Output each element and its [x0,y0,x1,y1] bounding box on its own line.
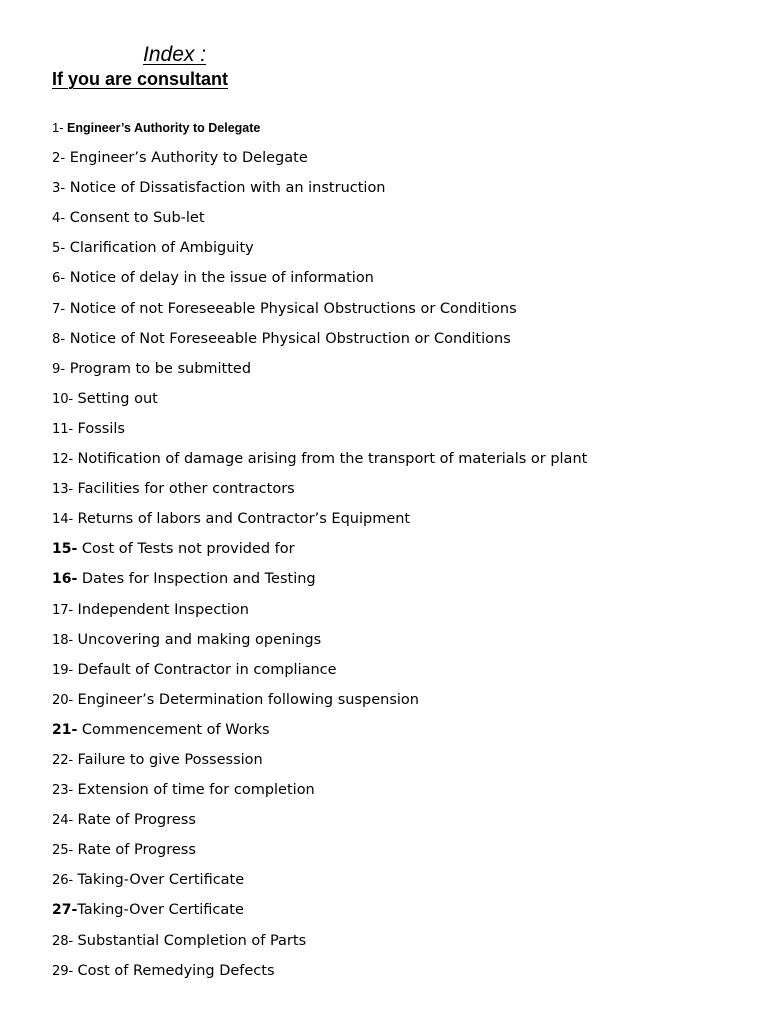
index-item [52,655,587,685]
index-item [52,775,587,805]
item-number: 24- [52,813,73,829]
index-item [52,745,587,775]
index-item [52,534,587,564]
index-item [52,143,587,173]
item-text: Substantial Completion of Parts [72,932,307,949]
item-text: Notification of damage arising from the transport of materials or plant [72,451,588,468]
index-item [52,895,587,925]
item-text: Setting out [72,390,158,407]
item-number: 2- [52,151,66,167]
item-number: 26- [52,873,73,889]
item-number: 8- [52,331,66,347]
item-text: Default of Contractor in compliance [72,661,337,678]
item-text: Commencement of Works [77,721,270,738]
item-text: Taking-Over Certificate [77,902,244,919]
index-item [52,715,587,745]
index-item [52,805,587,835]
item-number: 9- [52,361,66,377]
item-number: 6- [52,271,66,287]
index-item [52,113,587,143]
index-item [52,474,587,504]
index-item [52,414,587,444]
index-item [52,173,587,203]
item-number: 1- [52,120,64,135]
index-item [52,203,587,233]
item-text: Notice of Not Foreseeable Physical Obstruction or Conditions [65,330,511,347]
item-number: 19- [52,662,73,678]
index-item [52,324,587,354]
item-number: 4- [52,211,66,227]
item-number: 17- [52,602,73,618]
index-item [52,835,587,865]
item-text: Uncovering and making openings [72,631,322,648]
index-item [52,384,587,414]
index-item [52,294,587,324]
item-number: 3- [52,181,66,197]
item-text: Returns of labors and Contractor’s Equipment [72,511,411,528]
item-text: Independent Inspection [72,601,249,618]
item-number: 22- [52,752,73,768]
item-text: Rate of Progress [72,842,196,859]
item-number: 20- [52,692,73,708]
item-text: Facilities for other contractors [72,481,295,498]
item-text: Cost of Remedying Defects [72,962,275,979]
index-item [52,504,587,534]
item-number: 21- [52,721,78,738]
item-number: 25- [52,843,73,859]
item-text: Program to be submitted [65,360,252,377]
index-item [52,263,587,293]
index-item [52,685,587,715]
item-number: 7- [52,301,66,317]
index-item [52,956,587,986]
index-title: Index : [143,43,207,66]
item-number: 10- [52,391,73,407]
item-number: 14- [52,512,73,528]
index-item [52,865,587,895]
item-number: 11- [52,421,73,437]
item-number: 5- [52,241,66,257]
item-text: Notice of not Foreseeable Physical Obstructions or Conditions [65,300,517,317]
item-text: Dates for Inspection and Testing [77,571,316,588]
index-item [52,926,587,956]
item-text: Clarification of Ambiguity [65,240,254,257]
index-item [52,233,587,263]
index-item [52,625,587,655]
index-list [52,113,587,986]
item-number: 15- [52,541,78,558]
item-text: Taking-Over Certificate [72,872,245,889]
index-item [52,595,587,625]
item-text: Engineer’s Determination following suspension [72,691,419,708]
item-number: 18- [52,632,73,648]
section-subtitle: If you are consultant [52,69,229,89]
item-number: 27- [52,902,78,919]
item-number: 13- [52,482,73,498]
item-text: Notice of Dissatisfaction with an instruction [65,180,386,197]
item-text: Engineer’s Authority to Delegate [63,121,261,135]
item-number: 16- [52,571,78,588]
item-text: Fossils [72,420,125,437]
item-text: Consent to Sub-let [65,210,205,227]
item-text: Engineer’s Authority to Delegate [65,150,308,167]
item-number: 29- [52,963,73,979]
item-text: Failure to give Possession [72,751,263,768]
item-text: Cost of Tests not provided for [77,541,295,558]
item-text: Notice of delay in the issue of information [65,270,374,287]
index-item [52,564,587,594]
index-item [52,354,587,384]
item-number: 12- [52,452,73,468]
item-number: 28- [52,933,73,949]
item-text: Rate of Progress [72,812,196,829]
item-text: Extension of time for completion [72,782,315,799]
item-number: 23- [52,783,73,799]
index-item [52,444,587,474]
